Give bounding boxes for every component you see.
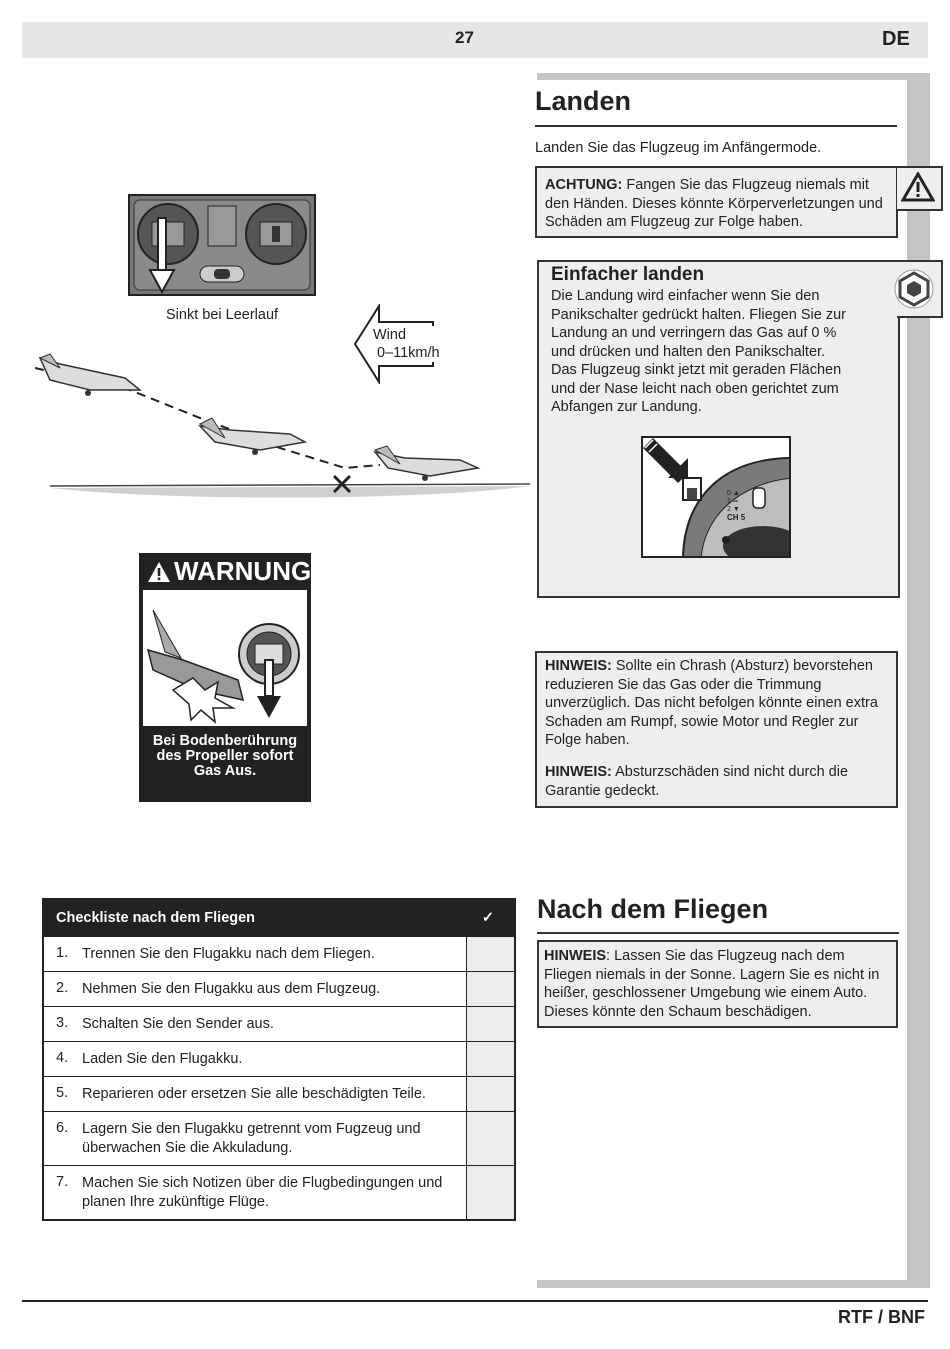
- checklist-row-text: Schalten Sie den Sender aus.: [82, 1016, 274, 1032]
- panic-switch-illustration: [641, 436, 791, 558]
- landen-rule: [535, 125, 897, 127]
- checklist-row: [44, 1165, 514, 1219]
- checklist-checkbox[interactable]: [466, 1166, 514, 1219]
- language-tag: DE: [882, 28, 910, 50]
- header-bar: [22, 22, 928, 58]
- einfacher-text: Die Landung wird einfacher wenn Sie den Panikschalter gedrückt halten. Fliegen Sie zur Landung an und verringern das Gas auf 0 % und drücken und halten den Panikschalter. Das Flugzeug sinkt jetzt mit geraden Flächen und der Nase leicht nach oben gerichtet zum Abfangen zur Landung.: [551, 288, 846, 415]
- checklist-row: [44, 936, 514, 971]
- airplane-1: [40, 354, 140, 396]
- checklist-row-text: Reparieren oder ersetzen Sie alle beschädigten Teile.: [82, 1086, 426, 1102]
- warnung-illustration: [143, 590, 307, 726]
- checklist-row: [44, 1041, 514, 1076]
- checklist-checkbox[interactable]: [466, 972, 514, 1006]
- switch-label-1: 1 ═: [727, 498, 738, 505]
- checklist-row-num: 7.: [56, 1174, 69, 1190]
- warnung-caption: Bei Bodenberührung des Propeller sofort Gas Aus.: [152, 733, 298, 779]
- airplane-2: [200, 418, 305, 455]
- checklist-row: [44, 971, 514, 1006]
- checklist-checkbox[interactable]: [466, 1007, 514, 1041]
- checklist-checkbox[interactable]: [466, 1112, 514, 1165]
- airplane-3: [375, 446, 478, 481]
- switch-label-0: 0 ▲: [727, 490, 740, 497]
- checklist-row: [44, 1076, 514, 1111]
- landing-path-diagram: [30, 340, 530, 510]
- checklist-row: [44, 1111, 514, 1165]
- landen-title: Landen: [535, 86, 632, 116]
- wind-speed: 0–11km/h: [377, 345, 440, 361]
- throttle-down-arrow-icon: [148, 214, 176, 296]
- ch5-switch-labels: [727, 490, 745, 522]
- warning-triangle-icon: [901, 172, 935, 202]
- checklist-table: [42, 898, 516, 1221]
- checklist-row-text: Laden Sie den Flugakku.: [82, 1051, 243, 1067]
- checklist-row-text: Nehmen Sie den Flugakku aus dem Flugzeug.: [82, 981, 381, 997]
- checklist-header: [44, 900, 514, 936]
- safe-technology-icon: [893, 268, 935, 310]
- checklist-row-num: 6.: [56, 1120, 69, 1136]
- checklist-row-num: 2.: [56, 980, 69, 996]
- checklist-row-num: 5.: [56, 1085, 69, 1101]
- warnung-header: [147, 556, 311, 587]
- nach-hinweis-text: HINWEIS: Lassen Sie das Flugzeug nach dem Fliegen niemals in der Sonne. Lagern Sie es nicht in heißer, geschlossener Umgebung wie einem Auto. Dieses könnte den Schaum beschädigen.: [544, 948, 880, 1020]
- page-number: 27: [455, 28, 474, 47]
- checklist-row-text: Machen Sie sich Notizen über die Flugbedingungen und planen Ihre zukünftige Flüge.: [82, 1175, 443, 1210]
- wind-title: Wind: [373, 327, 407, 343]
- switch-label-2: 2 ▼: [727, 506, 740, 513]
- footer-rule: [22, 1300, 928, 1302]
- checklist-title: Checkliste nach dem Fliegen: [56, 910, 256, 926]
- hinweis-warranty-text: HINWEIS: Absturzschäden sind nicht durch die Garantie gedeckt.: [545, 764, 849, 799]
- checklist-checkbox[interactable]: [466, 937, 514, 971]
- switch-label-ch5: CH 5: [727, 513, 746, 522]
- nach-title: Nach dem Fliegen: [537, 894, 769, 924]
- checklist-row-text: Lagern Sie den Flugakku getrennt vom Fugzeug und überwachen Sie die Akkuladung.: [82, 1121, 421, 1156]
- einfacher-title: Einfacher landen: [551, 264, 705, 285]
- achtung-text: ACHTUNG: Fangen Sie das Flugzeug niemals mit den Händen. Dieses könnte Körperverletzungen und Schäden am Flugzeug zur Folge haben.: [545, 177, 883, 230]
- idle-caption: Sinkt bei Leerlauf: [166, 307, 279, 323]
- footer-label: RTF / BNF: [838, 1307, 925, 1327]
- checklist-checkbox[interactable]: [466, 1077, 514, 1111]
- checklist-row-num: 1.: [56, 945, 69, 961]
- checklist-checkbox[interactable]: [466, 1042, 514, 1076]
- checklist-row-num: 3.: [56, 1015, 69, 1031]
- nach-rule: [537, 932, 899, 934]
- warnung-title: WARNUNG: [174, 556, 312, 586]
- check-icon: ✓: [481, 910, 494, 926]
- checklist-row: [44, 1006, 514, 1041]
- checklist-row-num: 4.: [56, 1050, 69, 1066]
- checklist-row-text: Trennen Sie den Flugakku nach dem Fliegen.: [82, 946, 375, 962]
- landen-intro: Landen Sie das Flugzeug im Anfängermode.: [535, 140, 822, 156]
- warning-triangle-icon: [147, 561, 171, 583]
- hinweis-crash-text: HINWEIS: Sollte ein Chrash (Absturz) bevorstehen reduzieren Sie das Gas oder die Trimmung unverzüglich. Das nicht befolgen könnte einen extra Schaden am Rumpf, sowie Motor und Regler zur Folge haben.: [545, 658, 878, 748]
